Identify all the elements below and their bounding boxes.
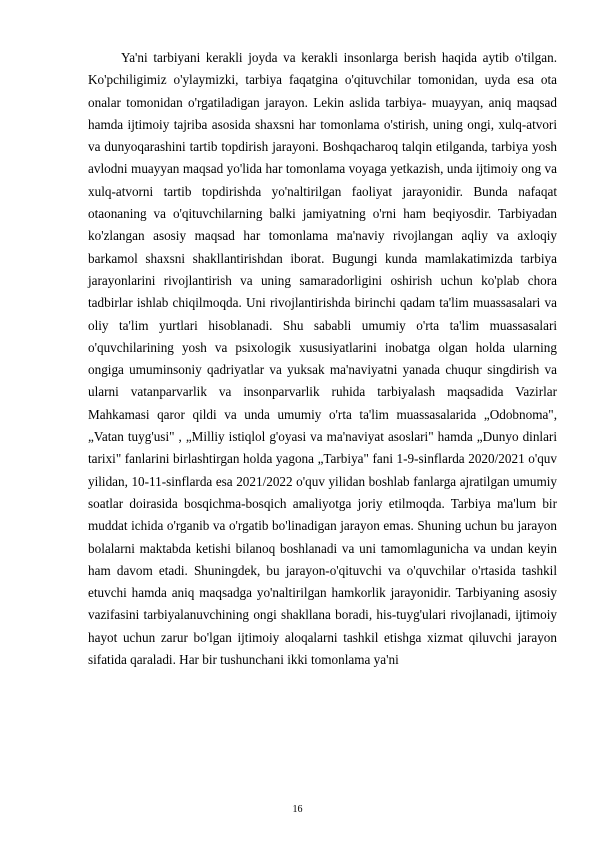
page-number: 16 — [292, 804, 303, 815]
body-paragraph: Ya'ni tarbiyani kerakli joyda va kerakli insonlarga berish haqida aytib o'tilgan. Ko'pchiligimiz o'ylaymizki, tarbiya faqatgina o'qituvchilar tomonidan, uyda esa ota onalar tomonidan o'rgatiladigan jarayon. Lekin aslida tarbiya- muayyan, aniq maqsad hamda ijtimoiy tajriba asosida shaxsni har tomonlama o'stirish, uning ongi, xulq-atvori va dunyoqarashini tartib topdirish jarayoni. Boshqacharoq talqin etilganda, tarbiya yosh avlodni muayyan maqsad yo'lida har tomonlama voyaga yetkazish, unda ijtimoiy ong va xulq-atvorni tartib topdirishda yo'naltirilgan faoliyat jarayonidir. Bunda nafaqat otaonaning va o'qituvchilarning balki jamiyatning o'rni ham beqiyosdir. Tarbiyadan ko'zlangan asosiy maqsad har tomonlama ma'naviy rivojlangan aqliy va axloqiy barkamol shaxsni shakllantirishdan iborat. Bugungi kunda mamlakatimizda tarbiya jarayonlarini rivojlantirish va uning samaradorligini oshirish uchun ko'plab chora tadbirlar ishlab chiqilmoqda. Uni rivojlantirishda birinchi qadam ta'lim muassasalari va oliy ta'lim yurtlari hisoblanadi. Shu sababli umumiy o'rta ta'lim muassasalari o'quvchilarining yosh va psixologik xususiyatlarini inobatga olgan holda ularning ongiga umuminsoniy qadriyatlar va yuksak ma'naviyatni yanada chuqur singdirish va ularni vatanparvarlik va insonparvarlik ruhida tarbiyalash maqsadida Vazirlar Mahkamasi qaror qildi va unda umumiy o'rta ta'lim muassasalarida „Odobnoma", „Vatan tuyg'usi" , „Milliy istiqlol g'oyasi va ma'naviyat asoslari" hamda „Dunyo dinlari tarixi" fanlarini birlashtirgan holda yagona „Tarbiya" fani 1-9-sinflarda 2020/2021 o'quv yilidan, 10-11-sinflarda esa 2021/2022 o'quv yilidan boshlab fanlarga ajratilgan umumiy soatlar doirasida bosqichma-bosqich amaliyotga joriy etilmoqda. Tarbiya ma'lum bir muddat ichida o'rganib va o'rgatib bo'linadigan jarayon emas. Shuning uchun bu jarayon bolalarni maktabda ketishi bilanoq boshlanadi va uni tamomlagunicha va undan keyin ham davom etadi. Shuningdek, bu jarayon-o'qituvchi va o'quvchilar o'rtasida tashkil etuvchi hamda aniq maqsadga yo'naltirilgan hamkorlik jarayonidir. Tarbiyaning asosiy vazifasini tarbiyalanuvchining ongi shakllana boradi, his-tuyg'ulari rivojlanadi, ijtimoiy hayot uchun zarur bo'lgan ijtimoiy aloqalarni tashkil etishga xizmat qiluvchi jarayon sifatida qaraladi. Har bir tushunchani ikki tomonlama ya'ni — [88, 50, 557, 668]
